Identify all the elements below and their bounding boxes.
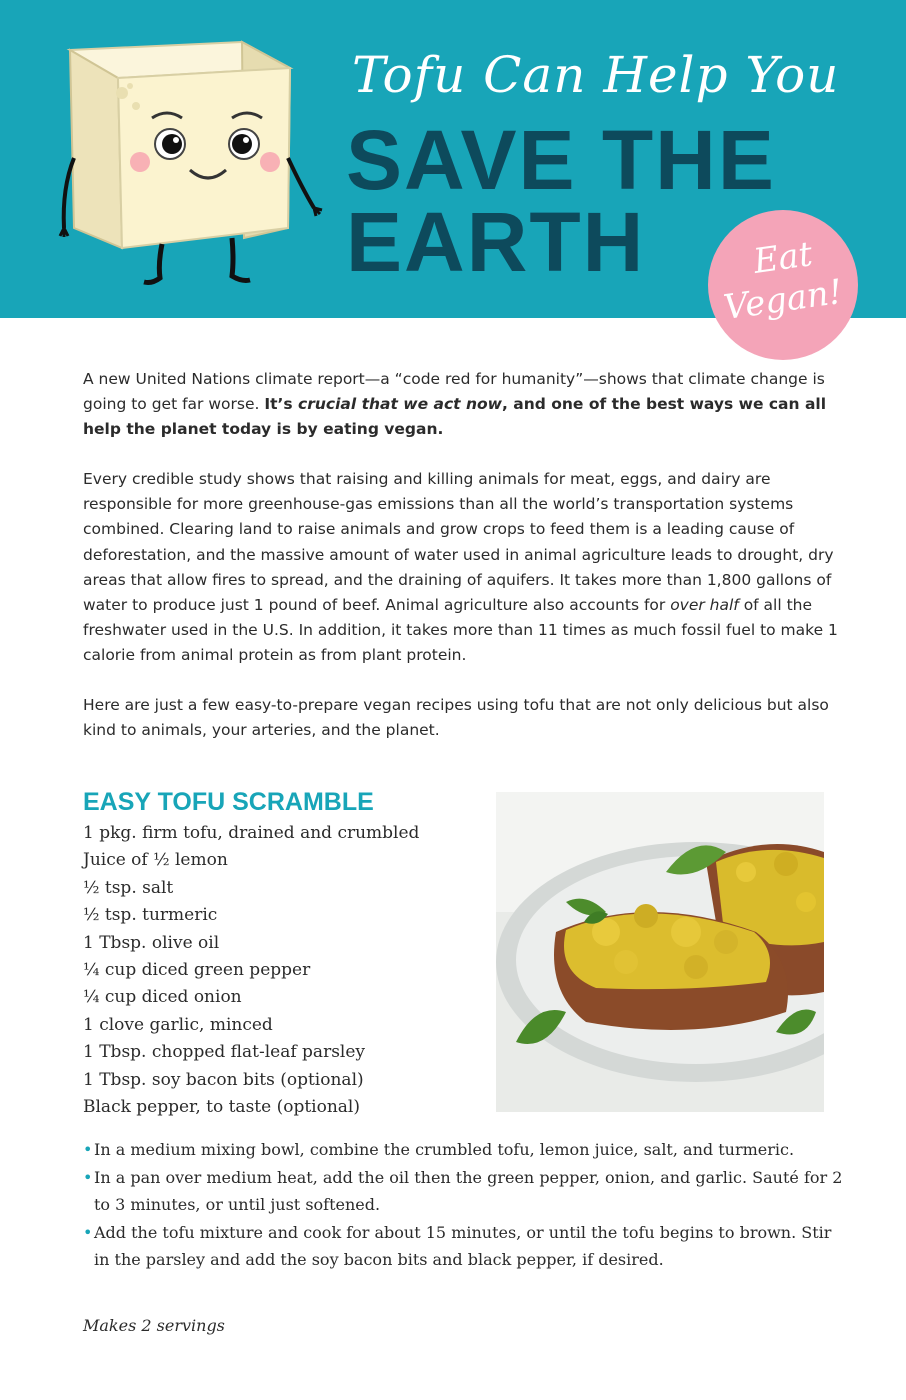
- header-title-line2: EARTH: [346, 195, 646, 289]
- intro-paragraph-1: [83, 367, 843, 443]
- recipe-step: [83, 1136, 843, 1164]
- ingredient-item: 1 pkg. firm tofu, drained and crumbled: [83, 823, 420, 843]
- ingredient-item: 1 Tbsp. chopped flat-leaf parsley: [83, 1042, 366, 1063]
- intro-paragraph-3: Here are just a few easy-to-prepare vegan recipes using tofu that are not only delicious but also kind to animals, your arteries, and the planet.: [83, 696, 829, 740]
- recipe-step-text: In a pan over medium heat, add the oil then the green pepper, onion, and garlic. Sauté for 2 to 3 minutes, or until just softened.: [94, 1167, 843, 1214]
- recipe-step: [83, 1219, 843, 1274]
- ingredient-item: Juice of ½ lemon: [83, 850, 228, 871]
- ingredient-item: ¼ cup diced green pepper: [83, 960, 311, 981]
- recipe-yield: Makes 2 servings: [83, 1316, 225, 1335]
- tofu-scramble-photo: [496, 792, 824, 1112]
- recipe-step: [83, 1164, 843, 1219]
- recipe-steps: [83, 1136, 843, 1274]
- recipe-step-text: Add the tofu mixture and cook for about 15 minutes, or until the tofu begins to brown. Stir in the parsley and add the soy bacon bits and black pepper, if desired.: [94, 1222, 832, 1269]
- intro-p1-bold-a: It’s: [264, 395, 299, 414]
- header-title-line1: SAVE THE: [346, 113, 776, 207]
- bullet-icon: •: [83, 1140, 93, 1159]
- bullet-icon: •: [83, 1222, 93, 1242]
- badge-line2: Vegan!: [721, 271, 845, 329]
- recipe-step-text: In a medium mixing bowl, combine the crumbled tofu, lemon juice, salt, and turmeric.: [94, 1140, 795, 1159]
- intro-p2-emphasis: over half: [670, 596, 739, 615]
- intro-p1-bold-b: , and one of the best ways we can all help the planet today is by eating vegan.: [83, 395, 827, 439]
- bullet-icon: •: [83, 1167, 93, 1187]
- ingredient-item: ½ tsp. salt: [83, 877, 174, 898]
- header-subtitle: Tofu Can Help You: [352, 46, 840, 104]
- eat-vegan-badge: [708, 210, 858, 360]
- ingredient-item: ¼ cup diced onion: [83, 987, 242, 1008]
- intro-paragraph-2: [83, 467, 843, 669]
- ingredient-item: ½ tsp. turmeric: [83, 905, 218, 926]
- ingredient-item: 1 Tbsp. olive oil: [83, 932, 220, 953]
- ingredient-list: [83, 820, 419, 1121]
- intro-p2-text-b: of all the freshwater used in the U.S. In addition, it takes more than 11 times as much fossil fuel to make 1 calorie from animal protein as from plant protein.: [83, 596, 838, 665]
- ingredient-item: 1 clove garlic, minced: [83, 1014, 273, 1035]
- tofu-mascot-icon: [52, 38, 342, 298]
- recipe-title: EASY TOFU SCRAMBLE: [83, 788, 374, 816]
- ingredient-item: 1 Tbsp. soy bacon bits (optional): [83, 1069, 364, 1090]
- badge-line1: Eat: [751, 234, 815, 282]
- ingredient-item: Black pepper, to taste (optional): [83, 1097, 360, 1118]
- intro-p1-emphasis: crucial that we act now: [298, 395, 502, 414]
- intro-p2-text-a: Every credible study shows that raising and killing animals for meat, eggs, and dairy are responsible for more greenhouse-gas emissions than all the world’s transportation systems combined. Clearing land to raise animals and grow crops to feed them is a leading cause of deforestation, and the massive amount of water used in animal agriculture leads to drought, dry areas that allow fires to spread, and the draining of aquifers. It takes more than 1,800 gallons of water to produce just 1 pound of beef. Animal agriculture also accounts for: [83, 470, 834, 615]
- intro-p1-text: A new United Nations climate report—a “code red for humanity”—shows that climate change is going to get far worse.: [83, 370, 825, 414]
